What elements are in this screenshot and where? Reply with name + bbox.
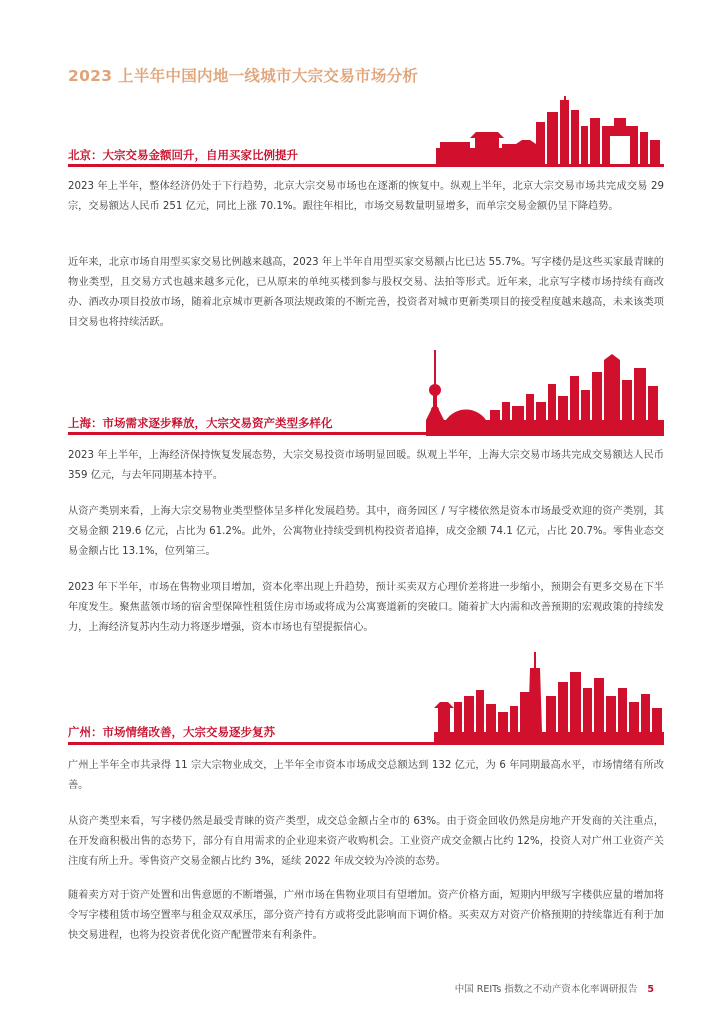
guangzhou-paragraph-3: 随着卖方对于资产处置和出售意愿的不断增强，广州市场在售物业项目有望增加。资产价格方面，短期内甲级写字楼供应量的增加将令写字楼租赁市场空置率与租金双双承压，部分资产持有方或将受此影响而下调价格。买卖双方对资产价格预期的持续靠近有利于加快交易进程，也将为投资者优化资产配置带来有利条件。 — [68, 890, 664, 941]
page-number: 5 — [647, 984, 654, 995]
beijing-section-heading: 北京：大宗交易金额回升，自用买家比例提升 — [68, 148, 298, 162]
guangzhou-paragraph-2: 从资产类型来看，写字楼仍然是最受青睐的资产类型，成交总金额占全市的 63%。由于资金回收仍然是房地产开发商的关注重点，在开发商积极出售的态势下，部分有自用需求的企业迎来资产收购机会。工业资产成交金额占比约 12%，投资人对广州工业资产关注度有所上升。零售资产交易金额占比约 3%，延续 2022 年成交较为冷淡的态势。 — [68, 816, 664, 867]
footer-report-title: 中国 REITs 指数之不动产资本化率调研报告 — [454, 984, 638, 995]
shanghai-paragraph-2: 从资产类别来看，上海大宗交易物业类型整体呈多样化发展趋势。其中，商务园区 / 写字楼依然是资本市场最受欢迎的资产类别，其交易金额 219.6 亿元，占比为 61.2%。此外，公寓物业持续受到机构投资者追捧，成交金额 74.1 亿元，占比 20.7%。零售业态交易金额占比 13.1%，位列第三。 — [68, 506, 664, 557]
beijing-paragraph-1: 2023 年上半年，整体经济仍处于下行趋势，北京大宗交易市场也在逐渐的恢复中。纵观上半年，北京大宗交易市场共完成交易 29 宗，交易额达人民币 251 亿元，同比上涨 70.1%。跟往年相比，市场交易数量明显增多，而单宗交易金额仍呈下降趋势。 — [68, 181, 664, 212]
guangzhou-section-heading: 广州：市场情绪改善，大宗交易逐步复苏 — [68, 725, 275, 739]
shanghai-section-heading: 上海：市场需求逐步释放，大宗交易资产类型多样化 — [68, 416, 333, 430]
shanghai-skyline-illustration — [420, 346, 664, 436]
beijing-heading-rule — [68, 164, 664, 167]
guangzhou-heading-rule — [68, 742, 664, 745]
beijing-paragraph-2: 近年来，北京市场自用型买家交易比例越来越高，2023 年上半年自用型买家交易额占比已达 55.7%。写字楼仍是这些买家最青睐的物业类型，且交易方式也越来越多元化，已从原来的单纯买楼到参与股权交易、法拍等形式。近年来，北京写字楼市场持续有商改办、酒改办项目投放市场，随着北京城市更新各项法规政策的不断完善，投资者对城市更新类项目的接受程度越来越高，未来该类项目交易也将持续活跃。 — [68, 257, 664, 328]
shanghai-heading-rule — [68, 432, 664, 435]
guangzhou-skyline-illustration — [430, 652, 664, 744]
beijing-skyline-illustration — [430, 96, 664, 164]
page-footer — [455, 981, 654, 995]
shanghai-paragraph-3: 2023 年下半年，市场在售物业项目增加，资本化率出现上升趋势，预计买卖双方心理价差将进一步缩小，预期会有更多交易在下半年度发生。聚焦蓝领市场的宿舍型保障性租赁住房市场或将成为公寓赛道新的突破口。随着扩大内需和改善预期的宏观政策的持续发力，上海经济复苏内生动力将逐步增强，资本市场也有望提振信心。 — [68, 582, 664, 633]
page-title: 2023 上半年中国内地一线城市大宗交易市场分析 — [68, 67, 419, 85]
guangzhou-paragraph-1: 广州上半年全市共录得 11 宗大宗物业成交，上半年全市资本市场成交总额达到 132 亿元，为 6 年同期最高水平，市场情绪有所改善。 — [68, 760, 664, 791]
shanghai-paragraph-1: 2023 年上半年，上海经济保持恢复发展态势，大宗交易投资市场明显回暖。纵观上半年，上海大宗交易市场共完成交易额达人民币 359 亿元，与去年同期基本持平。 — [68, 450, 664, 481]
